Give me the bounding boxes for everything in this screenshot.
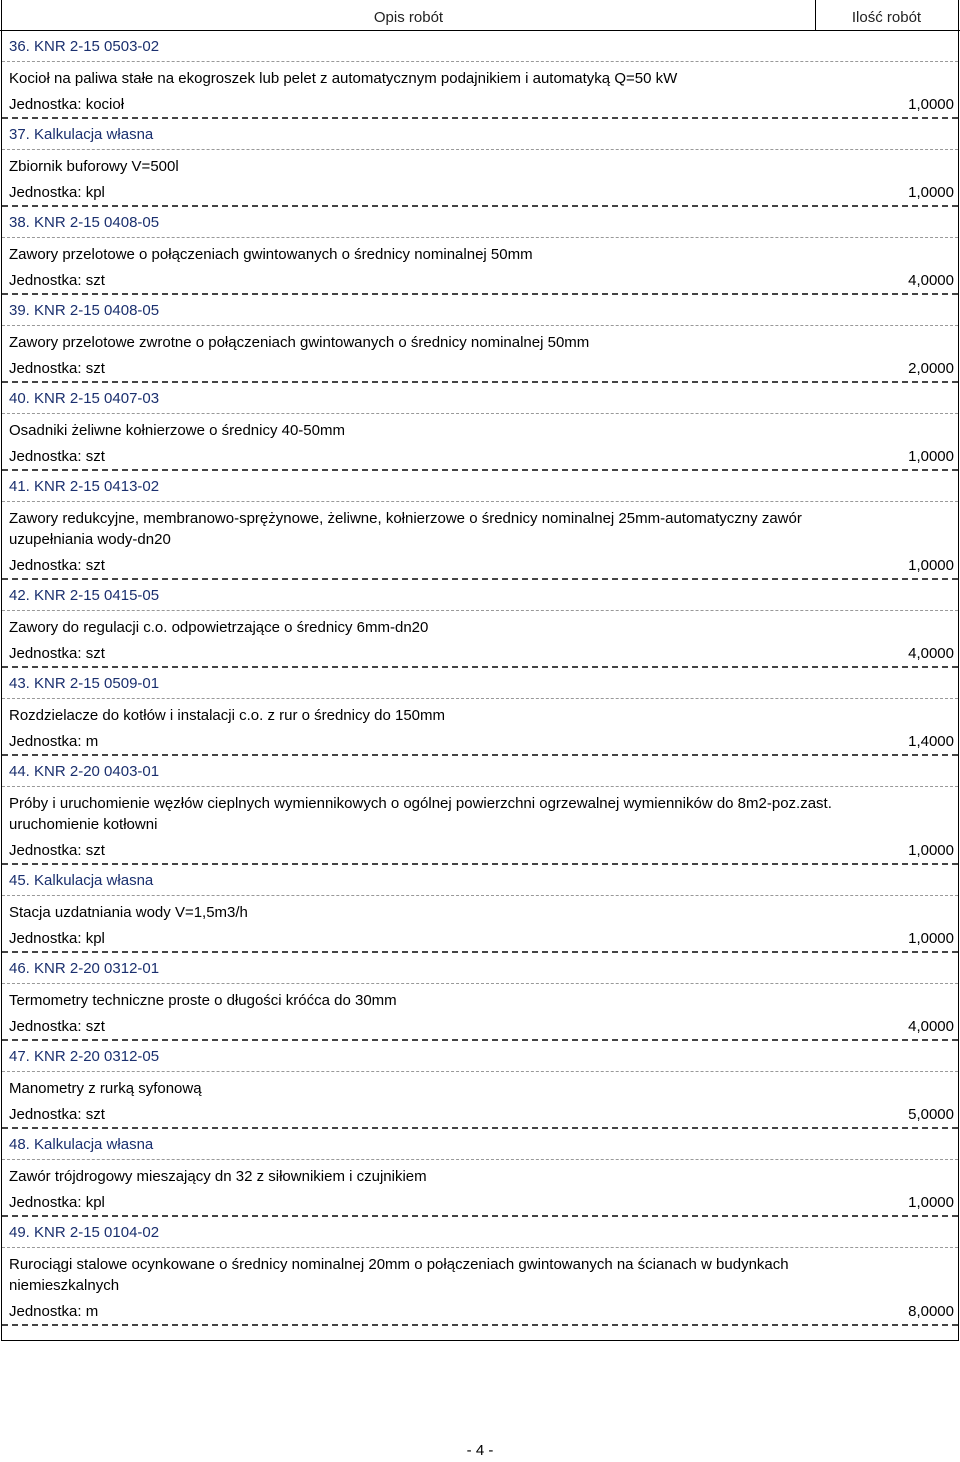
item-description: Zawory redukcyjne, membranowo-sprężynowe, żeliwne, kołnierzowe o średnicy nominalnej 25mm-automatyczny zawór uzupełniania wody-dn20 bbox=[9, 510, 802, 548]
item-unit: Jednostka: kpl bbox=[9, 1194, 105, 1211]
list-item bbox=[2, 953, 958, 1041]
item-unit: Jednostka: szt bbox=[9, 645, 105, 662]
item-unit: Jednostka: szt bbox=[9, 448, 105, 465]
item-description: Rurociągi stalowe ocynkowane o średnicy nominalnej 20mm o połączeniach gwintowanych na ścianach w budynkach niemieszkalnych bbox=[9, 1256, 789, 1294]
item-unit: Jednostka: kpl bbox=[9, 184, 105, 201]
list-item bbox=[2, 31, 958, 119]
table-header bbox=[0, 0, 960, 31]
list-item bbox=[2, 668, 958, 756]
item-unit: Jednostka: kpl bbox=[9, 930, 105, 947]
list-item bbox=[2, 207, 958, 295]
unit-line bbox=[2, 839, 958, 865]
list-item bbox=[2, 756, 958, 865]
item-code: 42. KNR 2-15 0415-05 bbox=[9, 587, 160, 604]
unit-line bbox=[2, 1300, 958, 1326]
item-description: Próby i uruchomienie węzłów cieplnych wymiennikowych o ogólnej powierzchni ogrzewalnej wymienników do 8m2-poz.zast. uruchomienie kotłowni bbox=[9, 795, 832, 833]
item-quantity: 1,0000 bbox=[908, 184, 954, 201]
item-description: Osadniki żeliwne kołnierzowe o średnicy 40-50mm bbox=[9, 422, 345, 439]
item-quantity: 4,0000 bbox=[908, 645, 954, 662]
item-quantity: 1,0000 bbox=[908, 96, 954, 113]
item-code: 49. KNR 2-15 0104-02 bbox=[9, 1224, 160, 1241]
item-quantity: 1,0000 bbox=[908, 842, 954, 859]
column-header-quantity: Ilość robót bbox=[815, 0, 959, 30]
item-unit: Jednostka: m bbox=[9, 733, 99, 750]
item-unit: Jednostka: szt bbox=[9, 557, 105, 574]
item-unit: Jednostka: m bbox=[9, 1303, 99, 1320]
item-quantity: 4,0000 bbox=[908, 272, 954, 289]
item-description: Zbiornik buforowy V=500l bbox=[9, 158, 179, 175]
list-item bbox=[2, 471, 958, 580]
list-item bbox=[2, 295, 958, 383]
item-quantity: 1,0000 bbox=[908, 557, 954, 574]
items-list bbox=[1, 31, 959, 1341]
item-code: 46. KNR 2-20 0312-01 bbox=[9, 960, 160, 977]
list-item bbox=[2, 1129, 958, 1217]
item-description: Zawór trójdrogowy mieszający dn 32 z siłownikiem i czujnikiem bbox=[9, 1168, 427, 1185]
item-description: Kocioł na paliwa stałe na ekogroszek lub pelet z automatycznym podajnikiem i automatyką Q=50 kW bbox=[9, 70, 678, 87]
item-code: 39. KNR 2-15 0408-05 bbox=[9, 302, 160, 319]
table-end-spacer bbox=[2, 1326, 958, 1340]
item-unit: Jednostka: kocioł bbox=[9, 96, 125, 113]
item-quantity: 2,0000 bbox=[908, 360, 954, 377]
item-description: Zawory do regulacji c.o. odpowietrzające o średnicy 6mm-dn20 bbox=[9, 619, 429, 636]
item-quantity: 1,4000 bbox=[908, 733, 954, 750]
item-unit: Jednostka: szt bbox=[9, 1018, 105, 1035]
unit-line bbox=[2, 1191, 958, 1217]
unit-line bbox=[2, 181, 958, 207]
unit-line bbox=[2, 642, 958, 668]
list-item bbox=[2, 865, 958, 953]
unit-line bbox=[2, 927, 958, 953]
item-code: 40. KNR 2-15 0407-03 bbox=[9, 390, 160, 407]
item-code: 36. KNR 2-15 0503-02 bbox=[9, 38, 160, 55]
item-quantity: 1,0000 bbox=[908, 930, 954, 947]
item-unit: Jednostka: szt bbox=[9, 272, 105, 289]
item-code: 41. KNR 2-15 0413-02 bbox=[9, 478, 160, 495]
item-description: Termometry techniczne proste o długości króćca do 30mm bbox=[9, 992, 397, 1009]
unit-line bbox=[2, 357, 958, 383]
unit-line bbox=[2, 1015, 958, 1041]
item-unit: Jednostka: szt bbox=[9, 842, 105, 859]
list-item bbox=[2, 119, 958, 207]
unit-line bbox=[2, 93, 958, 119]
list-item bbox=[2, 580, 958, 668]
item-description: Zawory przelotowe zwrotne o połączeniach gwintowanych o średnicy nominalnej 50mm bbox=[9, 334, 590, 351]
list-item bbox=[2, 383, 958, 471]
list-item bbox=[2, 1217, 958, 1326]
item-quantity: 1,0000 bbox=[908, 1194, 954, 1211]
unit-line bbox=[2, 1103, 958, 1129]
item-description: Zawory przelotowe o połączeniach gwintowanych o średnicy nominalnej 50mm bbox=[9, 246, 533, 263]
item-quantity: 8,0000 bbox=[908, 1303, 954, 1320]
unit-line bbox=[2, 730, 958, 756]
item-code: 44. KNR 2-20 0403-01 bbox=[9, 763, 160, 780]
item-description: Rozdzielacze do kotłów i instalacji c.o. z rur o średnicy do 150mm bbox=[9, 707, 446, 724]
item-description: Stacja uzdatniania wody V=1,5m3/h bbox=[9, 904, 248, 921]
item-unit: Jednostka: szt bbox=[9, 360, 105, 377]
item-code: 43. KNR 2-15 0509-01 bbox=[9, 675, 160, 692]
item-code: 37. Kalkulacja własna bbox=[9, 126, 154, 143]
unit-line bbox=[2, 269, 958, 295]
item-unit: Jednostka: szt bbox=[9, 1106, 105, 1123]
item-code: 47. KNR 2-20 0312-05 bbox=[9, 1048, 160, 1065]
item-description: Manometry z rurką syfonową bbox=[9, 1080, 202, 1097]
unit-line bbox=[2, 445, 958, 471]
item-quantity: 5,0000 bbox=[908, 1106, 954, 1123]
item-code: 48. Kalkulacja własna bbox=[9, 1136, 154, 1153]
list-item bbox=[2, 1041, 958, 1129]
column-header-description: Opis robót bbox=[1, 0, 816, 30]
unit-line bbox=[2, 554, 958, 580]
item-code: 45. Kalkulacja własna bbox=[9, 872, 154, 889]
item-quantity: 4,0000 bbox=[908, 1018, 954, 1035]
item-code: 38. KNR 2-15 0408-05 bbox=[9, 214, 160, 231]
item-quantity: 1,0000 bbox=[908, 448, 954, 465]
page-number: - 4 - bbox=[466, 1442, 494, 1459]
